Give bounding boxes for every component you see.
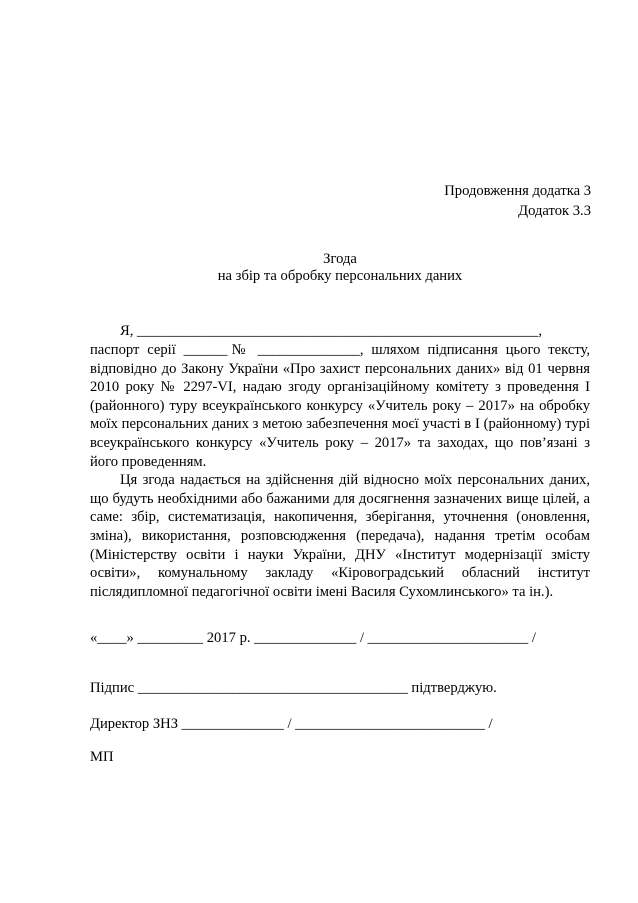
- director-line: Директор ЗНЗ ______________ / __________________________ /: [90, 716, 493, 732]
- date-signature-line: «____» _________ 2017 р. ______________ / ______________________ /: [90, 630, 536, 646]
- appendix-label: Додаток 3.3: [518, 203, 591, 219]
- consent-body: [90, 341, 590, 601]
- continuation-label: Продовження додатка 3: [444, 183, 591, 199]
- signature-line: Підпис _____________________________________ підтверджую.: [90, 680, 497, 696]
- consent-paragraph-1: паспорт серії ______№ ______________, шляхом підписання цього тексту, відповідно до Закону України «Про захист персональних даних» від 01 червня 2010 року № 2297-VI, надаю згоду організаційному комітету з проведення І (районного) туру всеукраїнського конкурсу «Учитель року – 2017» на обробку моїх персональних даних з метою забезпечення моєї участі в І (районному) турі всеукраїнського конкурсу «Учитель року – 2017» та заходах, що пов’язані з його проведенням.: [90, 342, 590, 470]
- consent-paragraph-2: Ця згода надається на здійснення дій відносно моїх персональних даних, що будуть необхідними або бажаними для досягнення зазначених вище цілей, а саме: збір, систематизація, накопичення, зберігання, уточнення (оновлення, зміна), використання, розповсюдження (передача), надання третім особам (Міністерству освіти і науки України, ДНУ «Інститут модернізації змісту освіти», комунальному закладу «Кіровоградський обласний інститут післядипломної педагогічної освіти імені Василя Сухомлинського» та ін.).: [90, 472, 590, 600]
- document-subtitle: на збір та обробку персональних даних: [217, 268, 463, 284]
- name-line: Я, _______________________________________________________,: [120, 323, 543, 339]
- stamp-label: МП: [90, 749, 114, 765]
- document-title: Згода: [323, 251, 357, 267]
